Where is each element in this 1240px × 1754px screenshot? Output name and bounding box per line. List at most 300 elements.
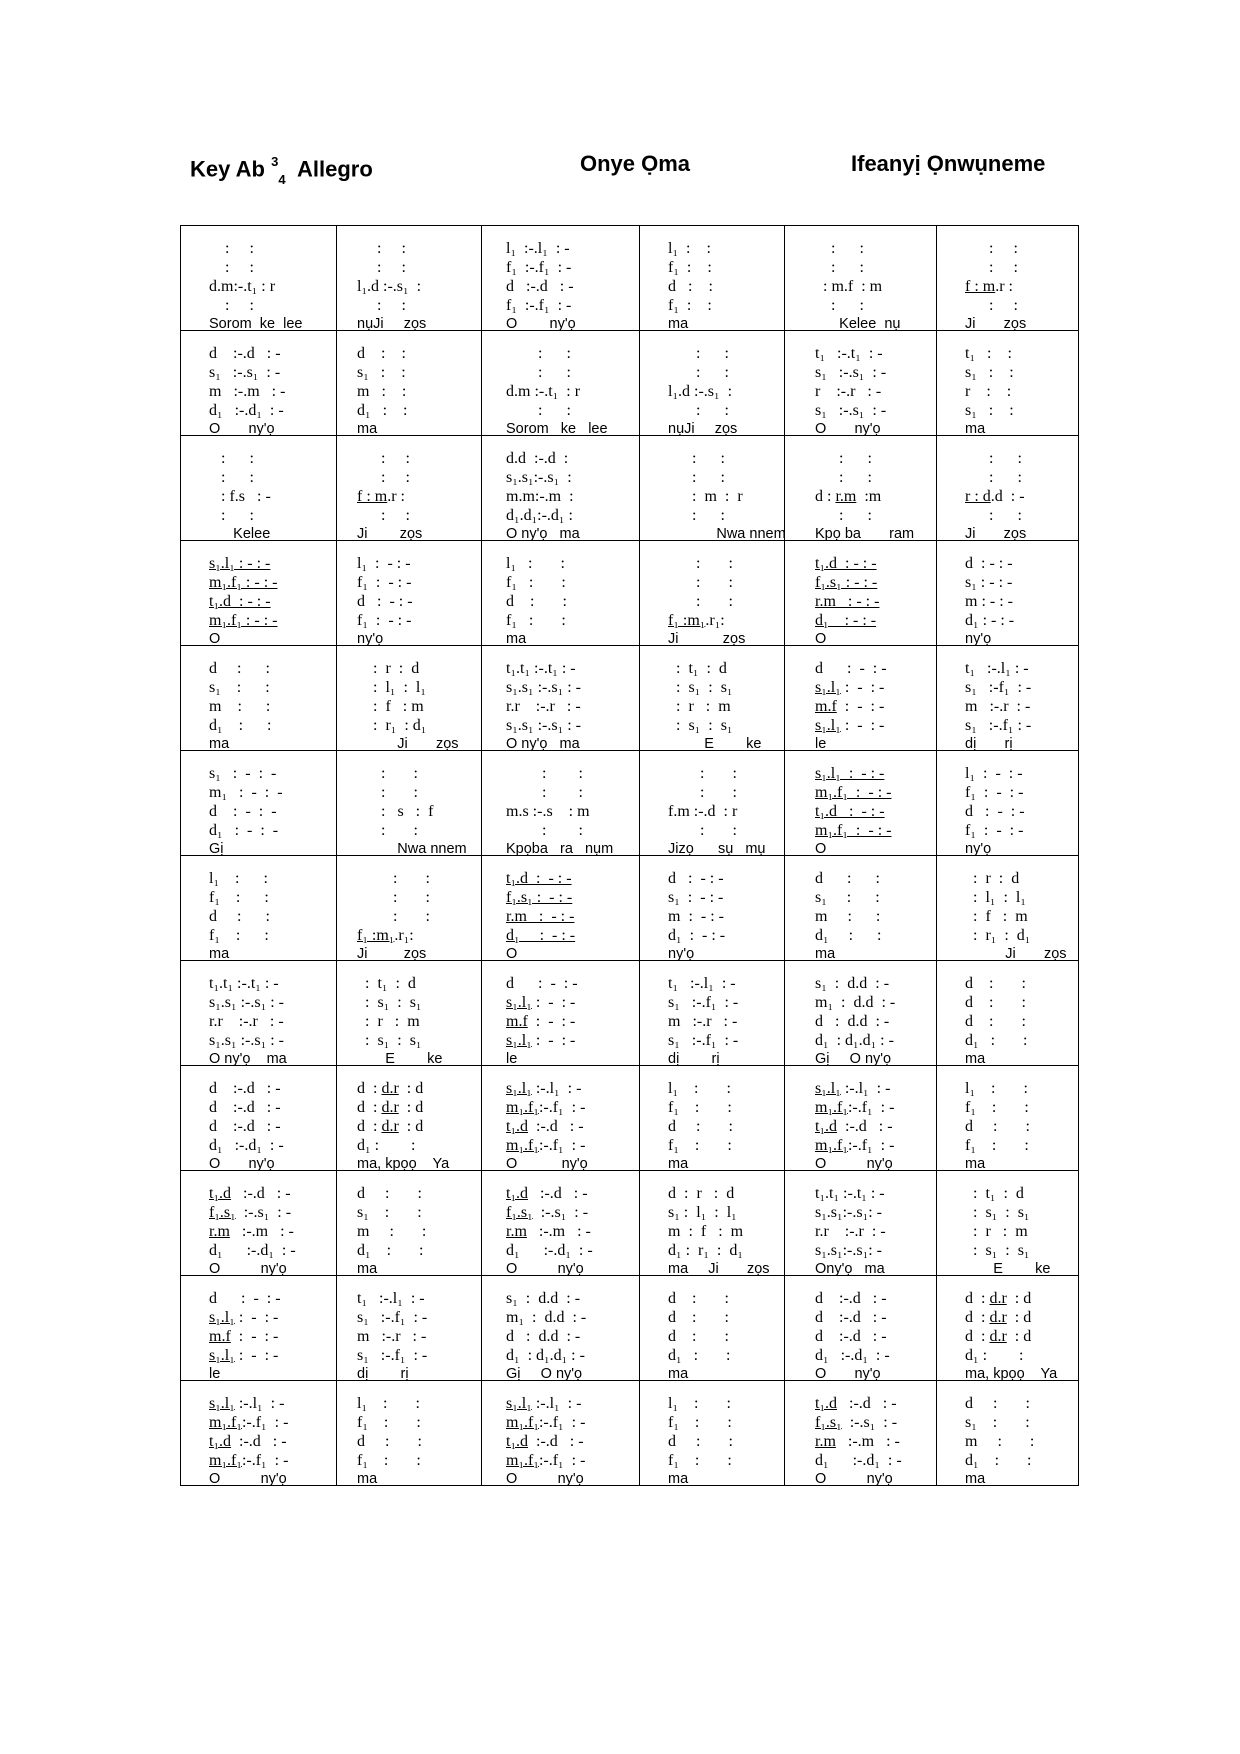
voice-part-line: t₁ :-.t₁ : - xyxy=(815,345,883,362)
voice-part-line: l₁ : : xyxy=(357,1395,420,1412)
measure-cell xyxy=(337,751,482,856)
voice-part-line: d₁ : - : - xyxy=(209,822,279,839)
voice-part-line: m : : xyxy=(815,908,881,925)
voice-part-line: t₁.d :-.d : - xyxy=(506,1433,584,1450)
lyric-line: ma xyxy=(357,1471,378,1487)
voice-part-line: m₁.f₁ : - : - xyxy=(815,822,892,839)
voice-part-line: : : xyxy=(965,240,1018,257)
voice-part-line: m : : xyxy=(357,1223,427,1240)
voice-part-line: d : : xyxy=(668,1328,729,1345)
lyric-line: Ji zọs xyxy=(357,946,427,962)
lyric-line: Gị O ny'ọ xyxy=(506,1366,583,1382)
voice-part-line: d₁ :-.d₁ : - xyxy=(506,1242,593,1259)
measure-cell xyxy=(482,226,640,331)
voice-part-line: : : xyxy=(668,450,725,467)
measure-cell xyxy=(640,961,785,1066)
voice-part-line: : : xyxy=(815,259,864,276)
measure-cell xyxy=(482,331,640,436)
voice-part-line: s₁ :-.s₁ : - xyxy=(209,364,281,381)
voice-part-line: : : xyxy=(357,469,410,486)
voice-part-line: m : : xyxy=(965,1433,1035,1450)
voice-part-line: d₁ : : xyxy=(965,1452,1032,1469)
measure-cell xyxy=(785,1066,937,1171)
voice-part-line: : : xyxy=(506,402,571,419)
song-title: Onye Ọma xyxy=(580,151,691,176)
voice-part-line: m : f : m xyxy=(668,1223,744,1240)
voice-part-line: m.f : - : - xyxy=(209,1328,279,1345)
voice-part-line: : s₁ : s₁ xyxy=(668,717,733,734)
voice-part-line: d :-.d : - xyxy=(815,1309,887,1326)
voice-part-line: s₁ : - : - xyxy=(965,574,1013,591)
voice-part-line: t₁.d :-.d : - xyxy=(506,1118,584,1135)
lyric-line: dị rị xyxy=(668,1051,720,1067)
voice-part-line: d₁ : - : - xyxy=(506,927,576,944)
score-row xyxy=(181,751,1079,856)
voice-part-line: s₁ :-.s₁ : - xyxy=(815,402,887,419)
voice-part-line: d₁ : r₁ : d₁ xyxy=(668,1242,743,1259)
measure-cell xyxy=(640,541,785,646)
voice-part-line: m₁.f₁ : - : - xyxy=(209,574,278,591)
voice-part-line: : s₁ : s₁ xyxy=(965,1204,1030,1221)
measure-cell xyxy=(181,226,337,331)
voice-part-line: d :-.d : - xyxy=(815,1290,887,1307)
voice-part-line: s₁ :-.f₁ : - xyxy=(357,1309,428,1326)
voice-part-line: d.m :-.t₁ : r xyxy=(506,383,581,400)
measure-cell xyxy=(785,331,937,436)
voice-part-line: d : : xyxy=(965,1013,1026,1030)
voice-part-line: : : xyxy=(815,507,872,524)
voice-part-line: : : xyxy=(965,469,1022,486)
measure-cell xyxy=(482,1276,640,1381)
lyric-line: O ny'ọ xyxy=(815,1156,893,1172)
measure-cell xyxy=(482,1381,640,1486)
voice-part-line: d : d.r : d xyxy=(357,1118,424,1135)
voice-part-line: f₁ :m₁.r₁: xyxy=(668,612,725,629)
voice-part-line: l₁ : - : - xyxy=(357,555,411,572)
voice-part-line: t₁.d : - : - xyxy=(815,803,885,820)
lyric-line: Gị xyxy=(209,841,224,857)
lyric-line: ma xyxy=(209,946,230,962)
voice-part-line: t₁ :-.l₁ : - xyxy=(965,660,1029,677)
voice-part-line: t₁.t₁ :-.t₁ : - xyxy=(506,660,576,677)
lyric-line: ma xyxy=(357,1261,378,1277)
voice-part-line: s₁ :-.f₁ : - xyxy=(668,1032,739,1049)
measure-cell xyxy=(181,1066,337,1171)
lyric-line: dị rị xyxy=(965,736,1013,752)
voice-part-line: d : d.r : d xyxy=(357,1099,424,1116)
voice-part-line: : : xyxy=(209,507,254,524)
lyric-line: Nwa nnem xyxy=(357,841,467,857)
voice-part-line: m₁.f₁ : - : - xyxy=(209,612,278,629)
voice-part-line: : : xyxy=(357,507,410,524)
measure-cell xyxy=(937,1171,1079,1276)
voice-part-line: : t₁ : d xyxy=(357,975,416,992)
voice-part-line: d₁ :-.d₁ : - xyxy=(815,1452,902,1469)
voice-part-line: l₁ : : xyxy=(506,555,565,572)
voice-part-line: : m.f : m xyxy=(815,278,883,295)
voice-part-line: s₁.s₁ :-.s₁ : - xyxy=(209,994,284,1011)
lyric-line: E ke xyxy=(965,1261,1051,1277)
voice-part-line: s₁.l₁ : - : - xyxy=(815,717,885,734)
voice-part-line: d : : xyxy=(506,593,567,610)
voice-part-line: f₁ : : xyxy=(668,1452,732,1469)
voice-part-line: t₁.t₁ :-.t₁ : - xyxy=(815,1185,885,1202)
voice-part-line: m :-.r : - xyxy=(668,1013,738,1030)
voice-part-line: : : xyxy=(965,450,1022,467)
lyric-line: O ny'ọ xyxy=(209,1156,275,1172)
voice-part-line: : : xyxy=(506,345,571,362)
lyric-line: ma xyxy=(506,631,527,647)
voice-part-line: r.m :-.m : - xyxy=(209,1223,294,1240)
lyric-line: ma, kpọọ Ya xyxy=(965,1366,1058,1382)
voice-part-line: f : m.r : xyxy=(357,488,405,505)
voice-part-line: f₁ : : xyxy=(668,297,712,314)
voice-part-line: : : xyxy=(357,870,430,887)
lyric-line: O ny'ọ xyxy=(506,1261,584,1277)
measure-cell xyxy=(640,1171,785,1276)
measure-cell xyxy=(482,1171,640,1276)
voice-part-line: f₁.s₁ :-.s₁ : - xyxy=(815,1414,898,1431)
voice-part-line: l₁ :-.l₁ : - xyxy=(506,240,570,257)
voice-part-line: f₁.s₁ : - : - xyxy=(815,574,878,591)
voice-part-line: d : : xyxy=(965,975,1026,992)
lyric-line: ma xyxy=(668,1471,689,1487)
measure-cell xyxy=(937,1066,1079,1171)
voice-part-line: d₁ : : xyxy=(668,1347,731,1364)
lyric-line: nụJi zọs xyxy=(668,421,738,437)
measure-cell xyxy=(785,751,937,856)
voice-part-line: : s₁ : s₁ xyxy=(357,994,422,1011)
voice-part-line: : r : m xyxy=(965,1223,1028,1240)
time-sig-bottom: 4 xyxy=(278,171,286,187)
lyric-line: O xyxy=(506,946,518,962)
voice-part-line: m₁ : d.d : - xyxy=(506,1309,587,1326)
voice-part-line: d : : xyxy=(668,1290,729,1307)
measure-cell xyxy=(181,646,337,751)
voice-part-line: d : : xyxy=(668,1118,733,1135)
voice-part-line: r : : xyxy=(965,383,1012,400)
measure-cell xyxy=(640,1276,785,1381)
voice-part-line: f : m.r : xyxy=(965,278,1013,295)
voice-part-line: : l₁ : l₁ xyxy=(965,889,1026,906)
voice-part-line: : s₁ : s₁ xyxy=(357,1032,422,1049)
voice-part-line: f₁ : : xyxy=(668,1414,732,1431)
voice-part-line: : : xyxy=(668,822,737,839)
voice-part-line: d₁ : : xyxy=(357,1137,416,1154)
tempo-marking: Allegro xyxy=(297,156,373,182)
voice-part-line: s₁.l₁ :-.l₁ : - xyxy=(506,1395,582,1412)
lyric-line: O ny'ọ xyxy=(506,1156,588,1172)
voice-part-line: s₁.s₁:-.s₁: - xyxy=(815,1204,882,1221)
voice-part-line: f₁ :-.f₁ : - xyxy=(506,297,572,314)
voice-part-line: : : xyxy=(357,822,418,839)
measure-cell xyxy=(937,856,1079,961)
lyric-line: O ny'ọ xyxy=(506,316,576,332)
voice-part-line: : r : d xyxy=(357,660,420,677)
voice-part-line: d : - : - xyxy=(815,660,887,677)
lyric-line: O ny'ọ ma xyxy=(506,736,580,752)
voice-part-line: d₁ : - : - xyxy=(965,612,1015,629)
measure-cell xyxy=(181,1381,337,1486)
voice-part-line: d :-.d : - xyxy=(209,345,281,362)
voice-part-line: m : - : - xyxy=(668,908,724,925)
voice-part-line: d : : xyxy=(668,1433,733,1450)
voice-part-line: s₁ : d.d : - xyxy=(506,1290,581,1307)
voice-part-line: d₁ : - : - xyxy=(815,612,877,629)
lyric-line: E ke xyxy=(357,1051,443,1067)
voice-part-line: d : - : - xyxy=(209,1290,281,1307)
voice-part-line: m.m:-.m : xyxy=(506,488,574,505)
measure-cell xyxy=(785,646,937,751)
voice-part-line: : : xyxy=(357,908,430,925)
measure-cell xyxy=(785,961,937,1066)
voice-part-line: f₁ : - : - xyxy=(357,574,412,591)
measure-cell xyxy=(337,646,482,751)
voice-part-line: l₁ : : xyxy=(668,240,711,257)
voice-part-line: d₁ : - : - xyxy=(668,927,726,944)
voice-part-line: f₁ : - : - xyxy=(965,784,1024,801)
voice-part-line: m₁.f₁ : - : - xyxy=(815,784,892,801)
voice-part-line: m₁.f₁:-.f₁ : - xyxy=(506,1099,586,1116)
lyric-line: ma xyxy=(209,736,230,752)
voice-part-line: l₁.d :-.s₁ : xyxy=(357,278,422,295)
measure-cell xyxy=(337,226,482,331)
key-label: Key Ab xyxy=(190,156,265,182)
voice-part-line: : : xyxy=(506,822,583,839)
voice-part-line: d : d.d : - xyxy=(506,1328,581,1345)
voice-part-line: : : xyxy=(668,555,733,572)
lyric-line: Ony'ọ ma xyxy=(815,1261,885,1277)
voice-part-line: d : - : - xyxy=(209,803,277,820)
voice-part-line: d₁ : : xyxy=(357,402,408,419)
voice-part-line: t₁ :-.l₁ : - xyxy=(668,975,736,992)
voice-part-line: t₁.d : - : - xyxy=(209,593,271,610)
voice-part-line: t₁.d :-.d : - xyxy=(815,1395,897,1412)
lyric-line: Ji zọs xyxy=(357,526,423,542)
voice-part-line: s₁ : : xyxy=(357,364,406,381)
voice-part-line: s₁.s₁:-.s₁ : xyxy=(506,469,572,486)
voice-part-line: m.s :-.s : m xyxy=(506,803,590,820)
voice-part-line: s₁.l₁ : - : - xyxy=(506,1032,576,1049)
voice-part-line: f₁ : : xyxy=(357,1414,421,1431)
voice-part-line: m : : xyxy=(357,383,407,400)
voice-part-line: t₁.d :-.d : - xyxy=(815,1118,893,1135)
voice-part-line: f₁ : : xyxy=(668,1099,732,1116)
voice-part-line: m₁.f₁:-.f₁ : - xyxy=(506,1414,586,1431)
voice-part-line: d : - : - xyxy=(506,975,578,992)
voice-part-line: m₁ : d.d : - xyxy=(815,994,896,1011)
score-row xyxy=(181,331,1079,436)
voice-part-line: d : - : - xyxy=(965,803,1025,820)
voice-part-line: s₁ : d.d : - xyxy=(815,975,890,992)
voice-part-line: f₁ :-.f₁ : - xyxy=(506,259,572,276)
voice-part-line: f₁ : : xyxy=(668,1137,732,1154)
voice-part-line: d₁ : : xyxy=(965,1032,1028,1049)
measure-cell xyxy=(785,856,937,961)
measure-cell xyxy=(937,541,1079,646)
lyric-line: ma xyxy=(965,1471,986,1487)
lyric-line: ma xyxy=(965,421,986,437)
voice-part-line: m₁.f₁:-.f₁ : - xyxy=(209,1414,289,1431)
voice-part-line: m₁ : - : - xyxy=(209,784,283,801)
voice-part-line: d : : xyxy=(668,278,713,295)
lyric-line: ma xyxy=(815,946,836,962)
voice-part-line: : : xyxy=(668,593,733,610)
voice-part-line: : : xyxy=(357,297,406,314)
voice-part-line: : : xyxy=(357,889,430,906)
measure-cell xyxy=(785,1171,937,1276)
lyric-line: O ny'ọ xyxy=(209,1471,287,1487)
voice-part-line: d₁ :-.d₁ : - xyxy=(209,1242,296,1259)
voice-part-line: d :-.d : - xyxy=(815,1328,887,1345)
voice-part-line: d : d.r : d xyxy=(965,1290,1032,1307)
voice-part-line: : : xyxy=(668,574,733,591)
lyric-line: O ny'ọ xyxy=(209,421,275,437)
voice-part-line: s₁.l₁ :-.l₁ : - xyxy=(209,1395,285,1412)
voice-part-line: : : xyxy=(506,364,571,381)
lyric-line: O xyxy=(815,631,827,647)
voice-part-line: : : xyxy=(506,765,583,782)
voice-part-line: r : d.d : - xyxy=(965,488,1025,505)
voice-part-line: t₁.d :-.d : - xyxy=(209,1433,287,1450)
measure-cell xyxy=(337,856,482,961)
measure-cell xyxy=(482,961,640,1066)
voice-part-line: s₁.l₁ : - : - xyxy=(209,1347,279,1364)
voice-part-line: f₁ :m₁.r₁: xyxy=(357,927,414,944)
voice-part-line: d₁ : : xyxy=(209,717,272,734)
voice-part-line: d₁ : : xyxy=(815,927,882,944)
measure-cell xyxy=(640,646,785,751)
voice-part-line: s₁.s₁ :-.s₁ : - xyxy=(506,679,581,696)
voice-part-line: m : - : - xyxy=(965,593,1013,610)
measure-cell xyxy=(337,1066,482,1171)
voice-part-line: l₁ : - : - xyxy=(965,765,1023,782)
voice-part-line: s₁ : : xyxy=(815,889,880,906)
voice-part-line: t₁.d :-.d : - xyxy=(506,1185,588,1202)
lyric-line: Ji zọs xyxy=(965,316,1027,332)
voice-part-line: : : xyxy=(209,450,254,467)
voice-part-line: d : : xyxy=(357,345,406,362)
voice-part-line: d : - : - xyxy=(668,870,724,887)
voice-part-line: s₁ : - : - xyxy=(668,889,724,906)
voice-part-line: : : xyxy=(668,402,729,419)
voice-part-line: d : d.r : d xyxy=(357,1080,424,1097)
voice-part-line: t₁.t₁ :-.t₁ : - xyxy=(209,975,279,992)
voice-part-line: d : : xyxy=(815,870,880,887)
lyric-line: Ji zọs xyxy=(668,631,746,647)
measure-cell xyxy=(937,331,1079,436)
lyric-line: E ke xyxy=(668,736,762,752)
voice-part-line: m.f : - : - xyxy=(506,1013,576,1030)
lyric-line: ny'ọ xyxy=(965,841,992,857)
voice-part-line: l₁.d :-.s₁ : xyxy=(668,383,733,400)
solfa-score-table xyxy=(180,225,1079,1486)
voice-part-line: r.m :-.m : - xyxy=(506,1223,591,1240)
voice-part-line: d :-.d : - xyxy=(209,1080,281,1097)
voice-part-line: m.f : - : - xyxy=(815,698,885,715)
lyric-line: O xyxy=(815,841,827,857)
time-sig-top: 3 xyxy=(271,154,279,169)
voice-part-line: d : - : - xyxy=(965,555,1013,572)
voice-part-line: m :-.m : - xyxy=(209,383,286,400)
voice-part-line: s₁.l₁ : - : - xyxy=(506,994,576,1011)
measure-cell xyxy=(337,541,482,646)
voice-part-line: s₁ : : xyxy=(965,364,1014,381)
voice-part-line: s₁ : l₁ : l₁ xyxy=(668,1204,737,1221)
voice-part-line: s₁ : : xyxy=(209,679,270,696)
measure-cell xyxy=(640,1381,785,1486)
voice-part-line: f₁ : : xyxy=(357,1452,421,1469)
key-signature xyxy=(190,150,373,192)
voice-part-line: : : xyxy=(668,469,725,486)
voice-part-line: d : : xyxy=(965,1395,1030,1412)
lyric-line: O xyxy=(209,631,221,647)
voice-part-line: s₁ :-.f₁ : - xyxy=(668,994,739,1011)
measure-cell xyxy=(337,331,482,436)
voice-part-line: : : xyxy=(668,364,729,381)
measure-cell xyxy=(640,436,785,541)
lyric-line: Ji zọs xyxy=(965,946,1067,962)
voice-part-line: : : xyxy=(357,765,418,782)
lyric-line: nụJi zọs xyxy=(357,316,427,332)
voice-part-line: d₁.d₁:-.d₁ : xyxy=(506,507,573,524)
lyric-line: Kpọba ra nụm xyxy=(506,841,614,857)
measure-cell xyxy=(785,436,937,541)
measure-cell xyxy=(181,541,337,646)
voice-part-line: : : xyxy=(357,259,406,276)
score-row xyxy=(181,961,1079,1066)
lyric-line: ny'ọ xyxy=(668,946,695,962)
voice-part-line: : s₁ : s₁ xyxy=(965,1242,1030,1259)
voice-part-line: d : r : d xyxy=(668,1185,735,1202)
lyric-line: dị rị xyxy=(357,1366,409,1382)
lyric-line: Ji zọs xyxy=(357,736,459,752)
lyric-line: ma xyxy=(668,1156,689,1172)
voice-part-line: d : : xyxy=(965,994,1026,1011)
voice-part-line: d : : xyxy=(357,1185,422,1202)
measure-cell xyxy=(181,856,337,961)
measure-cell xyxy=(181,331,337,436)
score-row xyxy=(181,1066,1079,1171)
measure-cell xyxy=(181,961,337,1066)
voice-part-line: : f.s : - xyxy=(209,488,271,505)
voice-part-line: r.r :-.r : - xyxy=(815,1223,886,1240)
voice-part-line: : : xyxy=(815,469,872,486)
voice-part-line: m :-.r : - xyxy=(965,698,1031,715)
voice-part-line: : m : r xyxy=(668,488,743,505)
voice-part-line: d :-.d : - xyxy=(506,278,574,295)
voice-part-line: d : d.r : d xyxy=(965,1309,1032,1326)
voice-part-line: : : xyxy=(357,450,410,467)
voice-part-line: s₁ : : xyxy=(965,1414,1030,1431)
measure-cell xyxy=(337,1276,482,1381)
voice-part-line: m₁.f₁:-.f₁ : - xyxy=(209,1452,289,1469)
voice-part-line: : : xyxy=(815,297,864,314)
voice-part-line: f₁ : : xyxy=(965,1099,1029,1116)
voice-part-line: : r : d xyxy=(965,870,1020,887)
lyric-line: ny'ọ xyxy=(357,631,384,647)
voice-part-line: s₁ :-f₁ : - xyxy=(965,679,1032,696)
measure-cell xyxy=(937,1276,1079,1381)
voice-part-line: d₁ :-.d₁ : - xyxy=(209,402,284,419)
voice-part-line: : : xyxy=(815,240,864,257)
measure-cell xyxy=(482,436,640,541)
voice-part-line: : : xyxy=(668,784,737,801)
voice-part-line: d : r.m :m xyxy=(815,488,882,505)
voice-part-line: s₁.l₁ : - : - xyxy=(815,765,885,782)
voice-part-line: : l₁ : l₁ xyxy=(357,679,426,696)
lyric-line: ma xyxy=(357,421,378,437)
